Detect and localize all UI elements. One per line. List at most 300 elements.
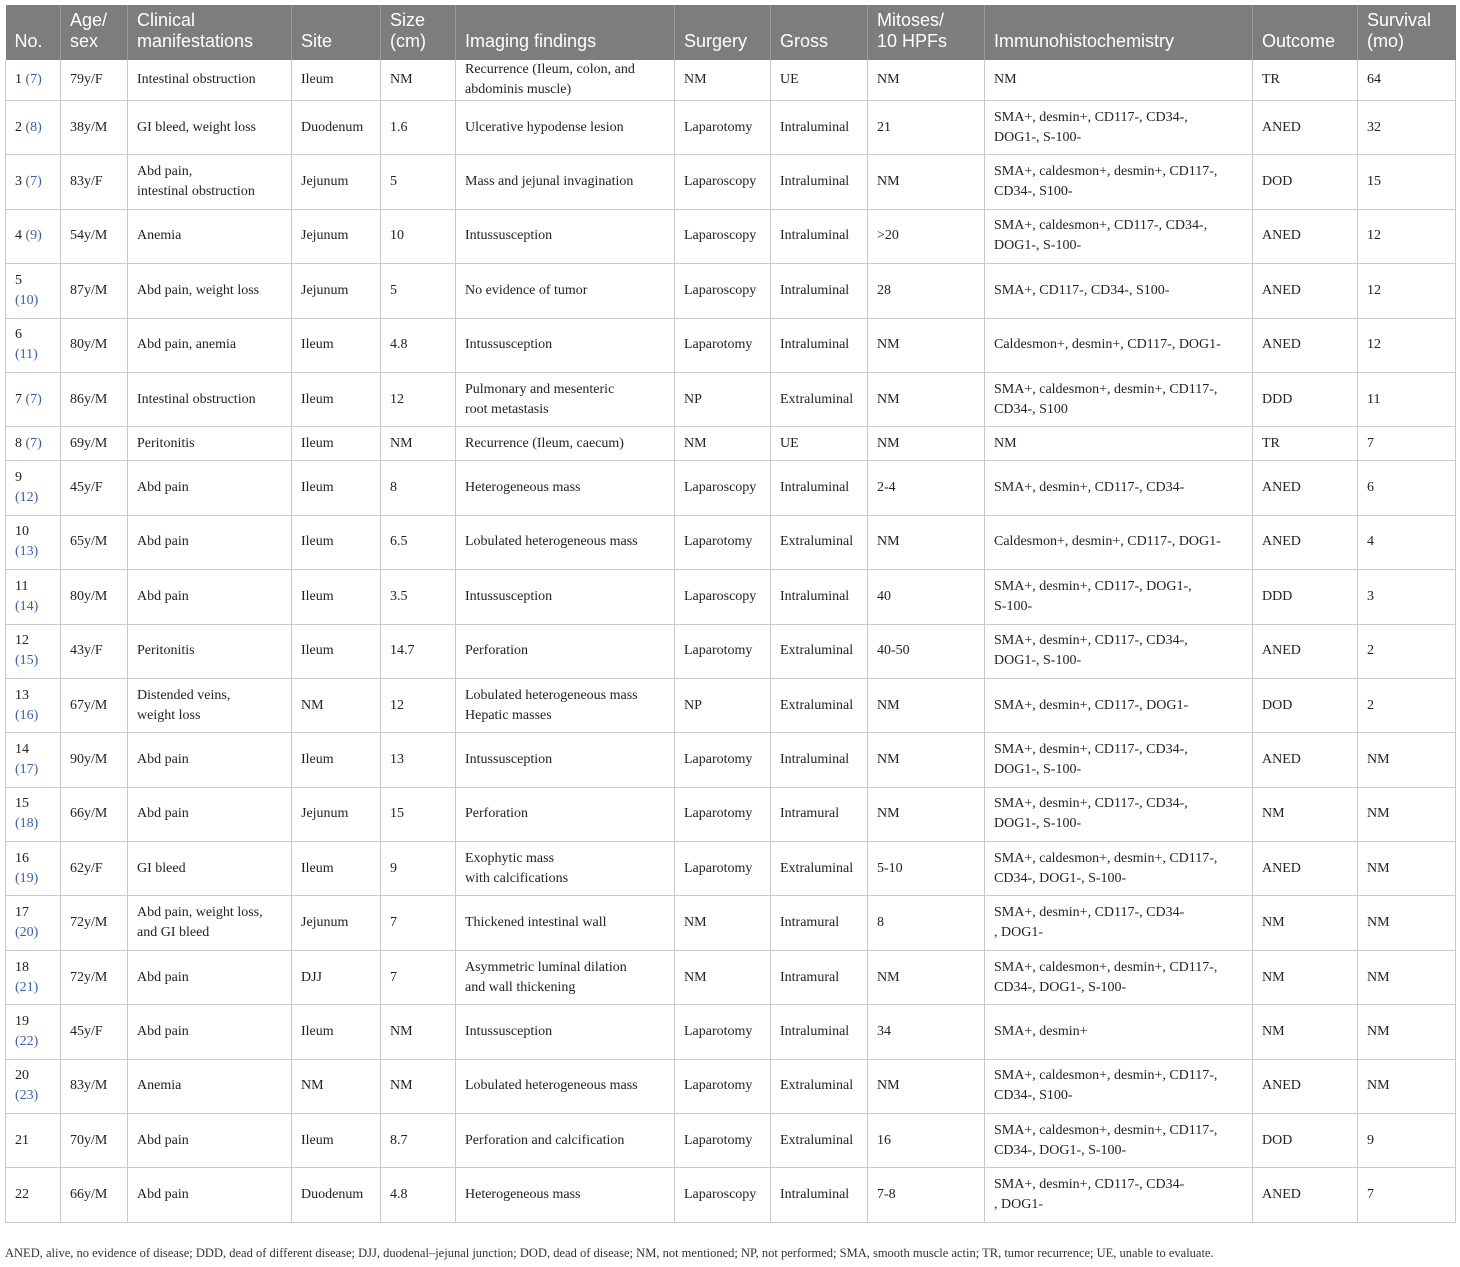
- site-cell: NM: [292, 1059, 381, 1113]
- case-number: 2: [15, 119, 22, 135]
- outcome-cell: ANED: [1253, 842, 1358, 896]
- clinical-cell: Intestinal obstruction: [128, 60, 292, 101]
- survival-cell: NM: [1358, 842, 1456, 896]
- case-number: 8: [15, 435, 22, 451]
- size-cell: NM: [381, 60, 456, 101]
- outcome-cell: NM: [1253, 1005, 1358, 1059]
- size-cell: 7: [381, 896, 456, 950]
- table-row: [6, 570, 1456, 624]
- outcome-cell: ANED: [1253, 515, 1358, 569]
- outcome-cell: ANED: [1253, 101, 1358, 155]
- imaging-cell: Intussusception: [456, 733, 675, 787]
- table-row: [6, 515, 1456, 569]
- survival-cell: 9: [1358, 1114, 1456, 1168]
- size-cell: 12: [381, 372, 456, 426]
- imaging-cell: Pulmonary and mesenteric root metastasis: [456, 372, 675, 426]
- age-sex: 54y/M: [61, 209, 128, 263]
- gross-cell: Extraluminal: [771, 515, 868, 569]
- case-number-cell: [6, 318, 61, 372]
- size-cell: 14.7: [381, 624, 456, 678]
- outcome-cell: NM: [1253, 896, 1358, 950]
- ihc-cell: NM: [985, 427, 1253, 461]
- clinical-cell: Abd pain, weight loss, and GI bleed: [128, 896, 292, 950]
- reference-link[interactable]: (17): [15, 761, 39, 777]
- site-cell: Jejunum: [292, 896, 381, 950]
- table-row: [6, 787, 1456, 841]
- clinical-cell: Distended veins, weight loss: [128, 678, 292, 732]
- reference-link[interactable]: (7): [25, 391, 42, 407]
- age-sex: 66y/M: [61, 1168, 128, 1222]
- survival-cell: 11: [1358, 372, 1456, 426]
- imaging-cell: Intussusception: [456, 209, 675, 263]
- outcome-cell: DDD: [1253, 372, 1358, 426]
- reference-link[interactable]: (9): [25, 228, 42, 244]
- header-row: [6, 5, 1456, 60]
- ihc-cell: SMA+, desmin+, CD117-, DOG1-, S-100-: [985, 570, 1253, 624]
- survival-cell: 64: [1358, 60, 1456, 101]
- mitoses-cell: 8: [868, 896, 985, 950]
- age-sex: 87y/M: [61, 264, 128, 318]
- column-header-gross: Gross: [771, 5, 868, 60]
- mitoses-cell: NM: [868, 515, 985, 569]
- size-cell: 10: [381, 209, 456, 263]
- clinical-cell: Anemia: [128, 1059, 292, 1113]
- case-number: 6: [15, 327, 22, 343]
- column-header-size: Size (cm): [381, 5, 456, 60]
- site-cell: Ileum: [292, 372, 381, 426]
- mitoses-cell: NM: [868, 678, 985, 732]
- size-cell: 5: [381, 264, 456, 318]
- table-row: [6, 461, 1456, 515]
- surgery-cell: Laparotomy: [675, 733, 771, 787]
- ihc-cell: SMA+, caldesmon+, desmin+, CD117-, CD34-, DOG1-, S-100-: [985, 1114, 1253, 1168]
- mitoses-cell: NM: [868, 427, 985, 461]
- imaging-cell: Heterogeneous mass: [456, 1168, 675, 1222]
- case-number: 22: [15, 1187, 29, 1203]
- survival-cell: 2: [1358, 678, 1456, 732]
- age-sex: 45y/F: [61, 1005, 128, 1059]
- clinical-cell: Abd pain: [128, 787, 292, 841]
- size-cell: NM: [381, 1005, 456, 1059]
- gross-cell: Intraluminal: [771, 1005, 868, 1059]
- mitoses-cell: NM: [868, 1059, 985, 1113]
- case-number-cell: [6, 678, 61, 732]
- size-cell: 8.7: [381, 1114, 456, 1168]
- surgery-cell: Laparoscopy: [675, 461, 771, 515]
- size-cell: 8: [381, 461, 456, 515]
- case-number-cell: [6, 372, 61, 426]
- case-number: 17: [15, 905, 29, 921]
- imaging-cell: Thickened intestinal wall: [456, 896, 675, 950]
- age-sex: 72y/M: [61, 950, 128, 1004]
- age-sex: 90y/M: [61, 733, 128, 787]
- age-sex: 66y/M: [61, 787, 128, 841]
- mitoses-cell: 40: [868, 570, 985, 624]
- outcome-cell: ANED: [1253, 733, 1358, 787]
- outcome-cell: ANED: [1253, 264, 1358, 318]
- gross-cell: Intramural: [771, 950, 868, 1004]
- gross-cell: Extraluminal: [771, 372, 868, 426]
- gross-cell: Intraluminal: [771, 155, 868, 209]
- outcome-cell: TR: [1253, 60, 1358, 101]
- reference-link[interactable]: (23): [15, 1088, 39, 1104]
- case-number: 3: [15, 174, 22, 190]
- gross-cell: Extraluminal: [771, 1114, 868, 1168]
- column-header-mitoses: Mitoses/ 10 HPFs: [868, 5, 985, 60]
- table-row: [6, 60, 1456, 101]
- table-row: [6, 264, 1456, 318]
- survival-cell: 12: [1358, 318, 1456, 372]
- case-number-cell: [6, 515, 61, 569]
- imaging-cell: No evidence of tumor: [456, 264, 675, 318]
- mitoses-cell: 16: [868, 1114, 985, 1168]
- gross-cell: Intraluminal: [771, 461, 868, 515]
- gross-cell: Intraluminal: [771, 318, 868, 372]
- table-row: [6, 950, 1456, 1004]
- gross-cell: Intraluminal: [771, 733, 868, 787]
- case-number: 11: [15, 578, 29, 594]
- site-cell: Jejunum: [292, 155, 381, 209]
- site-cell: Ileum: [292, 515, 381, 569]
- table-row: [6, 155, 1456, 209]
- ihc-cell: SMA+, desmin+, CD117-, CD34-: [985, 461, 1253, 515]
- site-cell: Jejunum: [292, 209, 381, 263]
- reference-link[interactable]: (7): [25, 72, 42, 87]
- age-sex: 83y/F: [61, 155, 128, 209]
- column-header-age-sex: Age/ sex: [61, 5, 128, 60]
- survival-cell: 15: [1358, 155, 1456, 209]
- reference-link[interactable]: (19): [15, 870, 39, 886]
- column-header-imaging-findings: Imaging findings: [456, 5, 675, 60]
- age-sex: 43y/F: [61, 624, 128, 678]
- reference-link[interactable]: (21): [15, 979, 39, 995]
- age-sex: 80y/M: [61, 570, 128, 624]
- site-cell: Jejunum: [292, 787, 381, 841]
- case-number: 10: [15, 524, 29, 540]
- table-row: [6, 896, 1456, 950]
- age-sex: 65y/M: [61, 515, 128, 569]
- outcome-cell: ANED: [1253, 461, 1358, 515]
- ihc-cell: SMA+, desmin+: [985, 1005, 1253, 1059]
- ihc-cell: Caldesmon+, desmin+, CD117-, DOG1-: [985, 318, 1253, 372]
- column-header-surgery: Surgery: [675, 5, 771, 60]
- ihc-cell: SMA+, caldesmon+, desmin+, CD117-, CD34-, S100-: [985, 155, 1253, 209]
- mitoses-cell: >20: [868, 209, 985, 263]
- outcome-cell: ANED: [1253, 1168, 1358, 1222]
- reference-link[interactable]: (14): [15, 598, 39, 614]
- surgery-cell: NM: [675, 950, 771, 1004]
- surgery-cell: Laparotomy: [675, 787, 771, 841]
- surgery-cell: NM: [675, 896, 771, 950]
- age-sex: 79y/F: [61, 60, 128, 101]
- case-table-container: [5, 5, 1455, 1223]
- mitoses-cell: 34: [868, 1005, 985, 1059]
- age-sex: 72y/M: [61, 896, 128, 950]
- gross-cell: Intraluminal: [771, 570, 868, 624]
- ihc-cell: Caldesmon+, desmin+, CD117-, DOG1-: [985, 515, 1253, 569]
- ihc-cell: SMA+, desmin+, CD117-, CD34-, DOG1-, S-100-: [985, 624, 1253, 678]
- table-row: [6, 209, 1456, 263]
- case-number: 20: [15, 1068, 29, 1084]
- ihc-cell: SMA+, caldesmon+, desmin+, CD117-, CD34-, DOG1-, S-100-: [985, 842, 1253, 896]
- mitoses-cell: NM: [868, 60, 985, 101]
- reference-link[interactable]: (15): [15, 653, 39, 669]
- case-number: 4: [15, 228, 22, 244]
- case-number: 12: [15, 633, 29, 649]
- site-cell: Ileum: [292, 1114, 381, 1168]
- size-cell: 5: [381, 155, 456, 209]
- case-number-cell: [6, 101, 61, 155]
- size-cell: 1.6: [381, 101, 456, 155]
- clinical-cell: Peritonitis: [128, 624, 292, 678]
- size-cell: 12: [381, 678, 456, 732]
- gross-cell: Intramural: [771, 896, 868, 950]
- case-number-cell: [6, 950, 61, 1004]
- site-cell: Duodenum: [292, 1168, 381, 1222]
- case-number: 5: [15, 272, 22, 288]
- imaging-cell: Recurrence (Ileum, caecum): [456, 427, 675, 461]
- ihc-cell: SMA+, caldesmon+, desmin+, CD117-, CD34-, DOG1-, S-100-: [985, 950, 1253, 1004]
- case-number-cell: [6, 1005, 61, 1059]
- case-number-cell: [6, 1059, 61, 1113]
- reference-link[interactable]: (22): [15, 1033, 39, 1049]
- site-cell: Ileum: [292, 427, 381, 461]
- imaging-cell: Perforation: [456, 624, 675, 678]
- survival-cell: 32: [1358, 101, 1456, 155]
- reference-link[interactable]: (13): [15, 544, 39, 560]
- table-row: [6, 624, 1456, 678]
- table-row: [6, 1005, 1456, 1059]
- clinical-cell: Abd pain: [128, 1168, 292, 1222]
- case-number: 16: [15, 850, 29, 866]
- case-number: 21: [15, 1132, 29, 1148]
- site-cell: Ileum: [292, 733, 381, 787]
- survival-cell: NM: [1358, 1059, 1456, 1113]
- reference-link[interactable]: (10): [15, 292, 39, 308]
- ihc-cell: SMA+, desmin+, CD117-, CD34-, DOG1-, S-100-: [985, 733, 1253, 787]
- case-number-cell: [6, 733, 61, 787]
- outcome-cell: ANED: [1253, 1059, 1358, 1113]
- table-footnote: ANED, alive, no evidence of disease; DDD, dead of different disease; DJJ, duodenal–jejunal junction; DOD, dead of disease; NM, not mentioned; NP, not performed; SMA, smooth muscle actin; TR, tumor recurrence; UE, unable to evaluate.: [5, 1246, 1214, 1260]
- reference-link[interactable]: (11): [15, 347, 38, 363]
- surgery-cell: Laparoscopy: [675, 264, 771, 318]
- clinical-cell: Abd pain, anemia: [128, 318, 292, 372]
- outcome-cell: ANED: [1253, 624, 1358, 678]
- outcome-cell: NM: [1253, 950, 1358, 1004]
- surgery-cell: Laparoscopy: [675, 209, 771, 263]
- site-cell: Ileum: [292, 60, 381, 101]
- table-row: [6, 678, 1456, 732]
- mitoses-cell: NM: [868, 787, 985, 841]
- column-header-immunohistochemistry: Immunohistochemistry: [985, 5, 1253, 60]
- reference-link[interactable]: (12): [15, 490, 39, 506]
- survival-cell: NM: [1358, 733, 1456, 787]
- clinical-cell: Abd pain: [128, 461, 292, 515]
- reference-link[interactable]: (18): [15, 816, 39, 832]
- survival-cell: NM: [1358, 1005, 1456, 1059]
- column-header-survival: Survival (mo): [1358, 5, 1456, 60]
- outcome-cell: DOD: [1253, 155, 1358, 209]
- site-cell: Ileum: [292, 461, 381, 515]
- case-number-cell: [6, 461, 61, 515]
- imaging-cell: Ulcerative hypodense lesion: [456, 101, 675, 155]
- gross-cell: UE: [771, 60, 868, 101]
- clinical-cell: Intestinal obstruction: [128, 372, 292, 426]
- outcome-cell: DOD: [1253, 1114, 1358, 1168]
- age-sex: 86y/M: [61, 372, 128, 426]
- size-cell: 7: [381, 950, 456, 1004]
- age-sex: 38y/M: [61, 101, 128, 155]
- case-number: 13: [15, 687, 29, 703]
- site-cell: Ileum: [292, 842, 381, 896]
- outcome-cell: ANED: [1253, 318, 1358, 372]
- clinical-cell: Abd pain, weight loss: [128, 264, 292, 318]
- age-sex: 83y/M: [61, 1059, 128, 1113]
- gross-cell: Intraluminal: [771, 1168, 868, 1222]
- reference-link[interactable]: (7): [25, 435, 42, 451]
- mitoses-cell: NM: [868, 318, 985, 372]
- gross-cell: Extraluminal: [771, 624, 868, 678]
- clinical-cell: Abd pain: [128, 733, 292, 787]
- surgery-cell: NP: [675, 678, 771, 732]
- age-sex: 80y/M: [61, 318, 128, 372]
- survival-cell: 2: [1358, 624, 1456, 678]
- size-cell: 4.8: [381, 318, 456, 372]
- imaging-cell: Intussusception: [456, 1005, 675, 1059]
- case-number-cell: [6, 570, 61, 624]
- reference-link[interactable]: (8): [25, 119, 42, 135]
- surgery-cell: Laparotomy: [675, 515, 771, 569]
- surgery-cell: Laparotomy: [675, 1005, 771, 1059]
- site-cell: NM: [292, 678, 381, 732]
- table-row: [6, 842, 1456, 896]
- clinical-cell: Abd pain: [128, 1005, 292, 1059]
- surgery-cell: NM: [675, 427, 771, 461]
- clinical-cell: Peritonitis: [128, 427, 292, 461]
- surgery-cell: Laparotomy: [675, 624, 771, 678]
- gross-cell: Intraluminal: [771, 101, 868, 155]
- case-number: 18: [15, 959, 29, 975]
- site-cell: Jejunum: [292, 264, 381, 318]
- case-number-cell: [6, 896, 61, 950]
- surgery-cell: NM: [675, 60, 771, 101]
- survival-cell: 4: [1358, 515, 1456, 569]
- imaging-cell: Perforation and calcification: [456, 1114, 675, 1168]
- surgery-cell: NP: [675, 372, 771, 426]
- size-cell: 15: [381, 787, 456, 841]
- mitoses-cell: NM: [868, 733, 985, 787]
- mitoses-cell: NM: [868, 950, 985, 1004]
- gross-cell: Intraluminal: [771, 209, 868, 263]
- case-number-cell: [6, 427, 61, 461]
- mitoses-cell: 21: [868, 101, 985, 155]
- surgery-cell: Laparotomy: [675, 101, 771, 155]
- size-cell: 13: [381, 733, 456, 787]
- case-number-cell: [6, 264, 61, 318]
- case-number-cell: [6, 155, 61, 209]
- table-row: [6, 318, 1456, 372]
- surgery-cell: Laparoscopy: [675, 1168, 771, 1222]
- survival-cell: 7: [1358, 427, 1456, 461]
- imaging-cell: Lobulated heterogeneous mass: [456, 1059, 675, 1113]
- imaging-cell: Mass and jejunal invagination: [456, 155, 675, 209]
- imaging-cell: Intussusception: [456, 570, 675, 624]
- reference-link[interactable]: (16): [15, 707, 39, 723]
- outcome-cell: NM: [1253, 787, 1358, 841]
- ihc-cell: SMA+, caldesmon+, desmin+, CD117-, CD34-, S100-: [985, 1059, 1253, 1113]
- case-number-cell: [6, 842, 61, 896]
- site-cell: Ileum: [292, 624, 381, 678]
- imaging-cell: Intussusception: [456, 318, 675, 372]
- outcome-cell: DOD: [1253, 678, 1358, 732]
- survival-cell: NM: [1358, 950, 1456, 1004]
- column-header-no: No.: [6, 5, 61, 60]
- size-cell: NM: [381, 427, 456, 461]
- size-cell: 9: [381, 842, 456, 896]
- site-cell: Ileum: [292, 318, 381, 372]
- surgery-cell: Laparotomy: [675, 1059, 771, 1113]
- reference-link[interactable]: (20): [15, 925, 39, 941]
- ihc-cell: SMA+, desmin+, CD117-, CD34- , DOG1-: [985, 1168, 1253, 1222]
- gross-cell: UE: [771, 427, 868, 461]
- ihc-cell: SMA+, desmin+, CD117-, DOG1-: [985, 678, 1253, 732]
- table-row: [6, 1059, 1456, 1113]
- case-number: 19: [15, 1013, 29, 1029]
- size-cell: NM: [381, 1059, 456, 1113]
- size-cell: 4.8: [381, 1168, 456, 1222]
- ihc-cell: SMA+, CD117-, CD34-, S100-: [985, 264, 1253, 318]
- size-cell: 3.5: [381, 570, 456, 624]
- imaging-cell: Perforation: [456, 787, 675, 841]
- surgery-cell: Laparotomy: [675, 1114, 771, 1168]
- outcome-cell: TR: [1253, 427, 1358, 461]
- age-sex: 70y/M: [61, 1114, 128, 1168]
- clinical-cell: Abd pain: [128, 570, 292, 624]
- case-number-cell: [6, 60, 61, 101]
- case-number-cell: [6, 787, 61, 841]
- table-row: [6, 372, 1456, 426]
- clinical-cell: GI bleed: [128, 842, 292, 896]
- case-number: 14: [15, 741, 29, 757]
- ihc-cell: SMA+, desmin+, CD117-, CD34- , DOG1-: [985, 896, 1253, 950]
- clinical-cell: Abd pain: [128, 950, 292, 1004]
- case-number: 7: [15, 391, 22, 407]
- surgery-cell: Laparotomy: [675, 318, 771, 372]
- case-number: 1: [15, 72, 22, 87]
- outcome-cell: ANED: [1253, 209, 1358, 263]
- mitoses-cell: NM: [868, 372, 985, 426]
- mitoses-cell: NM: [868, 155, 985, 209]
- ihc-cell: SMA+, caldesmon+, CD117-, CD34-, DOG1-, S-100-: [985, 209, 1253, 263]
- case-number-cell: [6, 624, 61, 678]
- table-row: [6, 1114, 1456, 1168]
- case-number-cell: [6, 209, 61, 263]
- column-header-clinical-manifestations: Clinical manifestations: [128, 5, 292, 60]
- ihc-cell: SMA+, desmin+, CD117-, CD34-, DOG1-, S-100-: [985, 101, 1253, 155]
- surgery-cell: Laparoscopy: [675, 570, 771, 624]
- size-cell: 6.5: [381, 515, 456, 569]
- case-number-cell: [6, 1114, 61, 1168]
- reference-link[interactable]: (7): [25, 174, 42, 190]
- clinical-cell: Abd pain: [128, 1114, 292, 1168]
- clinical-cell: Abd pain: [128, 515, 292, 569]
- survival-cell: NM: [1358, 896, 1456, 950]
- survival-cell: 6: [1358, 461, 1456, 515]
- case-number: 15: [15, 796, 29, 812]
- survival-cell: NM: [1358, 787, 1456, 841]
- gross-cell: Intraluminal: [771, 264, 868, 318]
- site-cell: Duodenum: [292, 101, 381, 155]
